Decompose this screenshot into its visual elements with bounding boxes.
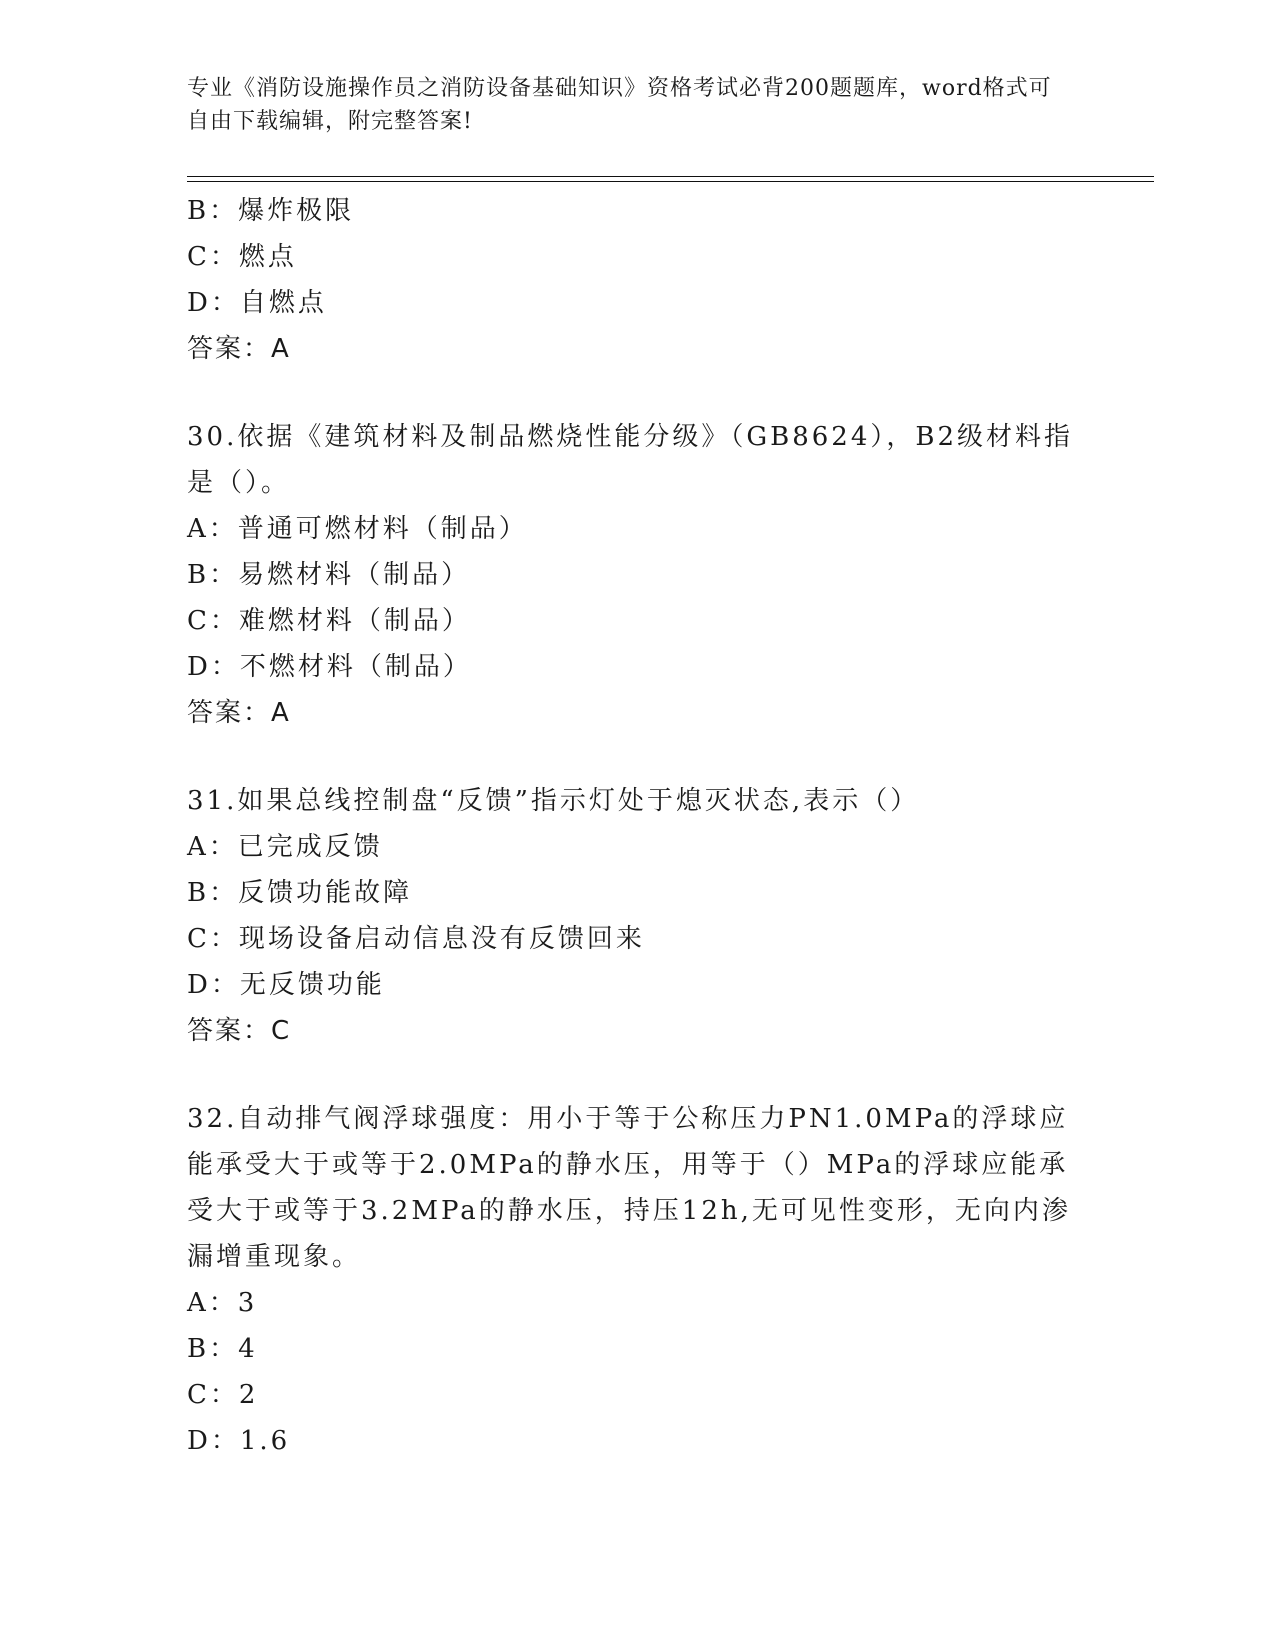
option-c: C：2 — [187, 1380, 259, 1410]
option-d: D：无反馈功能 — [187, 970, 385, 1000]
prev-question-block — [187, 188, 1087, 372]
option-b: B：反馈功能故障 — [187, 878, 413, 908]
question-30 — [187, 414, 1087, 736]
question-32 — [187, 1096, 1087, 1464]
question-text: 31.如果总线控制盘“反馈”指示灯处于熄灭状态,表示（） — [187, 786, 920, 816]
option-c: C：难燃材料（制品） — [187, 606, 471, 636]
option-b: B：4 — [187, 1334, 258, 1364]
option-d: D：自燃点 — [187, 288, 327, 318]
question-content — [187, 188, 1087, 1464]
option-d: D：1.6 — [187, 1426, 291, 1456]
option-c: C：燃点 — [187, 242, 297, 272]
question-text: 30.依据《建筑材料及制品燃烧性能分级》（GB8624），B2级材料指是（）。 — [187, 422, 1074, 498]
answer-line: 答案：A — [187, 334, 291, 364]
option-c: C：现场设备启动信息没有反馈回来 — [187, 924, 645, 954]
answer-line: 答案：C — [187, 1016, 292, 1046]
page-header: 专业《消防设施操作员之消防设备基础知识》资格考试必背200题题库，word格式可自由下载编辑，附完整答案! — [187, 76, 1052, 134]
header-rule-top — [187, 176, 1154, 177]
question-text: 32.自动排气阀浮球强度：用小于等于公称压力PN1.0MPa的浮球应能承受大于或等于2.0MPa的静水压，用等于（）MPa的浮球应能承受大于或等于3.2MPa的静水压，持压12h,无可见性变形，无向内渗漏增重现象。 — [187, 1104, 1071, 1272]
question-31 — [187, 778, 1087, 1054]
option-a: A：3 — [187, 1288, 258, 1318]
option-a: A：普通可燃材料（制品） — [187, 514, 528, 544]
header-rule-bottom — [187, 181, 1154, 182]
option-b: B：爆炸极限 — [187, 196, 355, 226]
option-a: A：已完成反馈 — [187, 832, 383, 862]
answer-line: 答案：A — [187, 698, 291, 728]
option-b: B：易燃材料（制品） — [187, 560, 471, 590]
option-d: D：不燃材料（制品） — [187, 652, 472, 682]
